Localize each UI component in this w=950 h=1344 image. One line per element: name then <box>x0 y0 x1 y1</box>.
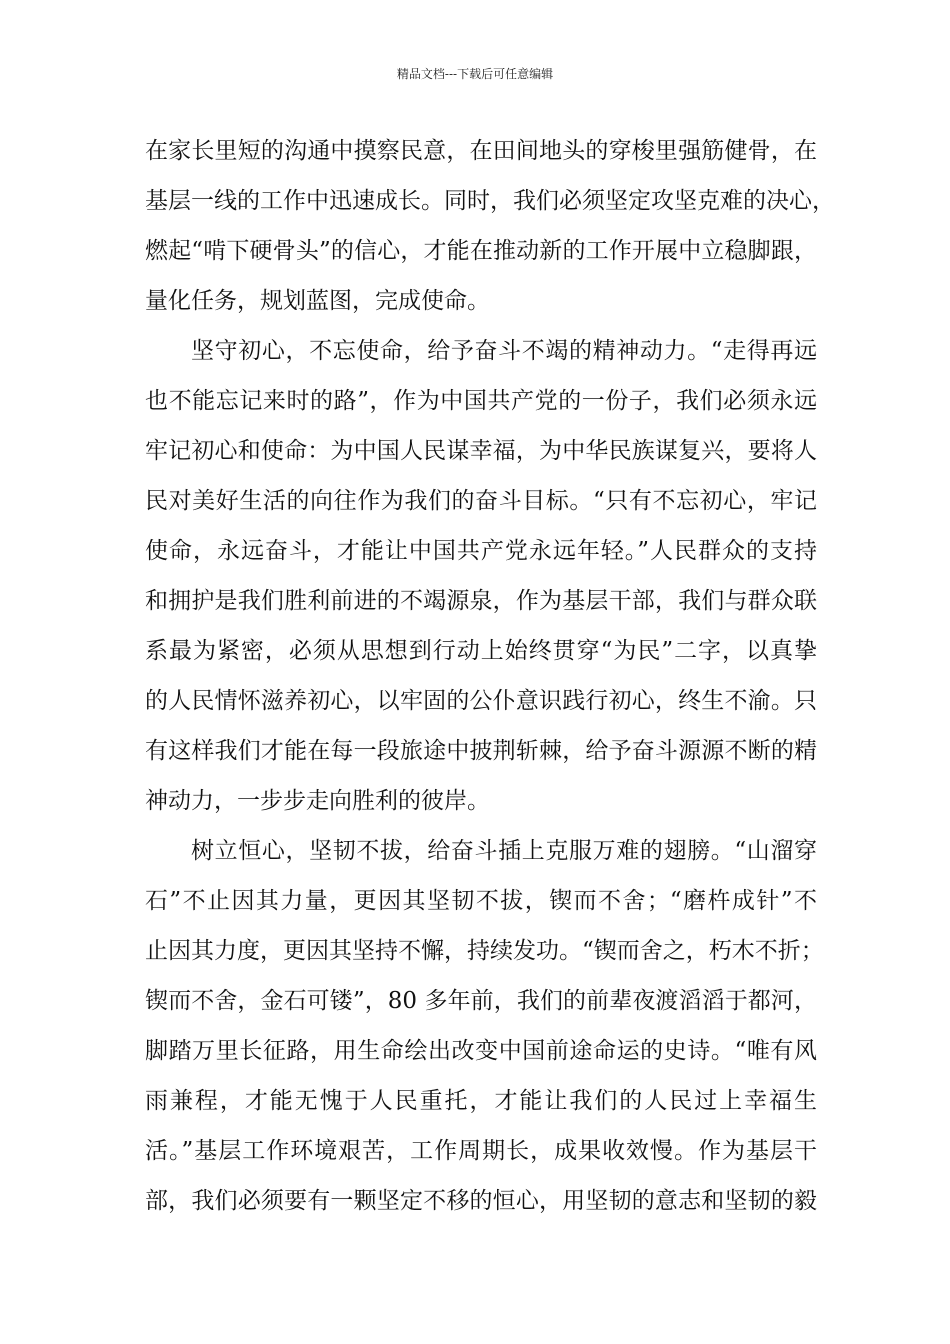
paragraph-first-line: 树立恒心，坚韧不拔，给奋斗插上克服万难的翅膀。“山溜穿 <box>191 838 817 864</box>
text-line: 和拥护是我们胜利前进的不竭源泉，作为基层干部，我们与群众联 <box>145 588 817 614</box>
text-line: 锲而不舍，金石可镂”，80 多年前，我们的前辈夜渡滔滔于都河， <box>145 988 817 1014</box>
text-line: 有这样我们才能在每一段旅途中披荆斩棘，给予奋斗源源不断的精 <box>145 738 817 764</box>
text-line: 使命，永远奋斗，才能让中国共产党永远年轻。”人民群众的支持 <box>145 538 817 564</box>
text-line: 部，我们必须要有一颗坚定不移的恒心，用坚韧的意志和坚韧的毅 <box>145 1188 817 1214</box>
text-line: 活。”基层工作环境艰苦，工作周期长，成果收效慢。作为基层干 <box>145 1138 817 1164</box>
text-line: 止因其力度，更因其坚持不懈，持续发功。“锲而舍之，朽木不折； <box>145 938 824 964</box>
text-line: 石”不止因其力量，更因其坚韧不拔，锲而不舍；“磨杵成针”不 <box>145 888 817 914</box>
text-line: 脚踏万里长征路，用生命绘出改变中国前途命运的史诗。“唯有风 <box>145 1038 817 1064</box>
text-line: 量化任务，规划蓝图，完成使命。 <box>145 288 490 314</box>
text-line: 的人民情怀滋养初心，以牢固的公仆意识践行初心，终生不渝。只 <box>145 688 817 714</box>
text-line: 在家长里短的沟通中摸察民意，在田间地头的穿梭里强筋健骨，在 <box>145 138 817 164</box>
paragraph-first-line: 坚守初心，不忘使命，给予奋斗不竭的精神动力。“走得再远 <box>191 338 817 364</box>
text-line: 雨兼程，才能无愧于人民重托，才能让我们的人民过上幸福生 <box>145 1088 817 1114</box>
text-line: 神动力，一步步走向胜利的彼岸。 <box>145 788 490 814</box>
text-line: 基层一线的工作中迅速成长。同时，我们必须坚定攻坚克难的决心， <box>145 188 835 214</box>
text-line: 系最为紧密，必须从思想到行动上始终贯穿“为民”二字，以真挚 <box>145 638 817 664</box>
text-line: 牢记初心和使命：为中国人民谋幸福，为中华民族谋复兴，要将人 <box>145 438 817 464</box>
page-header: 精品文档---下载后可任意编辑 <box>396 67 554 81</box>
text-line: 燃起“啃下硬骨头”的信心，才能在推动新的工作开展中立稳脚跟， <box>145 238 817 264</box>
text-line: 也不能忘记来时的路”，作为中国共产党的一份子，我们必须永远 <box>145 388 817 414</box>
text-line: 民对美好生活的向往作为我们的奋斗目标。“只有不忘初心，牢记 <box>145 488 817 514</box>
